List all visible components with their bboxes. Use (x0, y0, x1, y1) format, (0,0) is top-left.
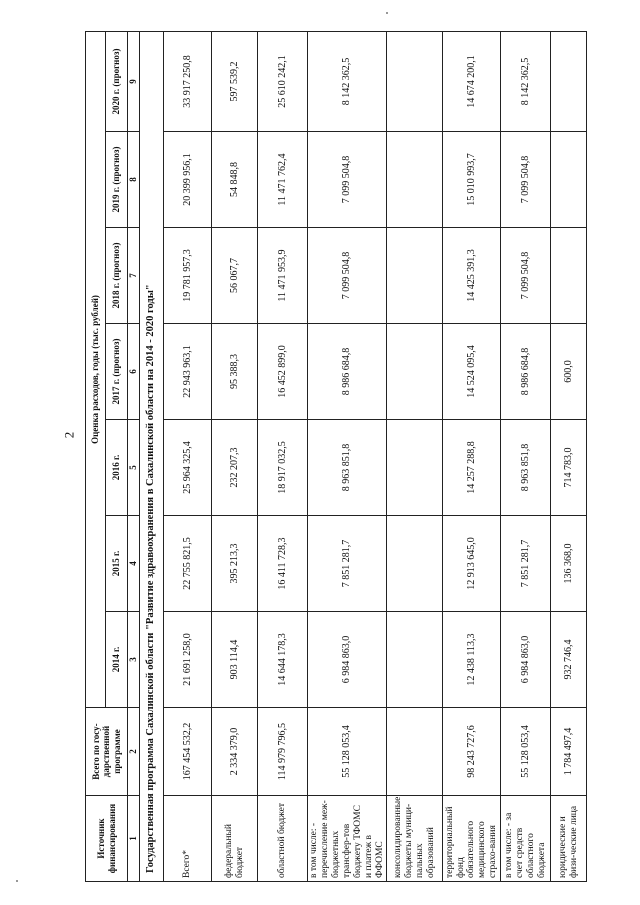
header-year: 2019 г. (прогноз) (106, 132, 128, 228)
column-number: 5 (128, 420, 140, 516)
header-total: Всего по госу-дарственной программе (86, 708, 128, 796)
column-number: 8 (128, 132, 140, 228)
row-value: 7 099 504,8 (308, 228, 387, 324)
row-value (387, 420, 443, 516)
row-value: 7 851 281,7 (501, 516, 551, 612)
row-value: 20 399 956,1 (164, 132, 212, 228)
row-value: 114 979 796,5 (258, 708, 308, 796)
row-source: федеральный бюджет (212, 796, 258, 882)
table-row (308, 31, 387, 881)
row-value: 7 851 281,7 (308, 516, 387, 612)
row-value: 714 783,0 (551, 420, 587, 516)
row-value (387, 228, 443, 324)
row-value (387, 31, 443, 131)
row-source: областной бюджет (258, 796, 308, 882)
row-value: 8 986 684,8 (308, 324, 387, 420)
row-value: 25 964 325,4 (164, 420, 212, 516)
header-source: Источник финансирования (86, 796, 128, 882)
row-value: 1 784 497,4 (551, 708, 587, 796)
program-title: Государственная программа Сахалинской области "Развитие здравоохранения в Сахалинской области на 2014 - 2020 годы" (140, 31, 164, 881)
row-value: 8 142 362,5 (308, 31, 387, 131)
table-row (443, 31, 501, 881)
column-number: 9 (128, 31, 140, 131)
row-value (387, 612, 443, 708)
header-year: 2014 г. (106, 612, 128, 708)
row-value: 18 917 032,5 (258, 420, 308, 516)
scan-speck (16, 880, 18, 882)
table-row (551, 31, 587, 881)
row-value: 95 388,3 (212, 324, 258, 420)
row-value: 21 691 258,0 (164, 612, 212, 708)
row-value: 22 755 821,5 (164, 516, 212, 612)
row-value: 7 099 504,8 (501, 132, 551, 228)
row-value: 16 411 728,3 (258, 516, 308, 612)
row-source: юридические и физи-ческие лица (551, 796, 587, 882)
column-number: 4 (128, 516, 140, 612)
row-value: 232 207,3 (212, 420, 258, 516)
row-value: 600,0 (551, 324, 587, 420)
column-number: 2 (128, 708, 140, 796)
row-value: 903 114,4 (212, 612, 258, 708)
column-number: 7 (128, 228, 140, 324)
row-value (387, 324, 443, 420)
header-year: 2020 г. (прогноз) (106, 31, 128, 131)
table-row (387, 31, 443, 881)
row-value: 25 610 242,1 (258, 31, 308, 131)
table-row (258, 31, 308, 881)
table-row (212, 31, 258, 881)
row-value (387, 132, 443, 228)
header-year: 2017 г. (прогноз) (106, 324, 128, 420)
header-estimate: Оценка расходов, годы (тыс. рублей) (86, 31, 106, 707)
row-value: 55 128 053,4 (501, 708, 551, 796)
row-value: 54 848,8 (212, 132, 258, 228)
header-year: 2015 г. (106, 516, 128, 612)
row-source: консолидированные бюджеты муници-пальных образований (387, 796, 443, 882)
row-value: 2 334 379,0 (212, 708, 258, 796)
scan-speck (386, 12, 388, 14)
row-source: в том числе: - перечисление меж-бюджетных трансфер-тов бюджету ТФОМС и платеж в ФФОМС (308, 796, 387, 882)
header-year: 2018 г. (прогноз) (106, 228, 128, 324)
expense-table (85, 31, 587, 882)
row-value: 14 674 200,1 (443, 31, 501, 131)
table-row (164, 31, 212, 881)
page-number: 2 (61, 431, 77, 439)
row-value: 12 913 645,0 (443, 516, 501, 612)
row-source: территориальный фонд обязательного медицинского страхо-вания (443, 796, 501, 882)
column-number: 3 (128, 612, 140, 708)
row-value: 14 257 288,8 (443, 420, 501, 516)
table-row (501, 31, 551, 881)
row-value: 6 984 863,0 (501, 612, 551, 708)
row-value: 22 943 963,1 (164, 324, 212, 420)
row-value: 597 539,2 (212, 31, 258, 131)
row-value: 7 099 504,8 (308, 132, 387, 228)
row-value: 16 452 899,0 (258, 324, 308, 420)
row-source: Всего* (164, 796, 212, 882)
row-source: в том числе: - за счет средств областного бюджета (501, 796, 551, 882)
header-year: 2016 г. (106, 420, 128, 516)
row-value: 932 746,4 (551, 612, 587, 708)
row-value: 8 963 851,8 (308, 420, 387, 516)
row-value (551, 31, 587, 131)
column-number: 6 (128, 324, 140, 420)
row-value: 11 471 953,9 (258, 228, 308, 324)
row-value: 14 524 095,4 (443, 324, 501, 420)
row-value: 12 438 113,3 (443, 612, 501, 708)
row-value (387, 708, 443, 796)
row-value: 14 644 178,3 (258, 612, 308, 708)
row-value: 8 986 684,8 (501, 324, 551, 420)
row-value: 98 243 727,6 (443, 708, 501, 796)
row-value: 19 781 957,3 (164, 228, 212, 324)
row-value: 395 213,3 (212, 516, 258, 612)
row-value: 7 099 504,8 (501, 228, 551, 324)
column-number: 1 (128, 796, 140, 882)
row-value: 15 010 993,7 (443, 132, 501, 228)
row-value (387, 516, 443, 612)
row-value: 14 425 391,3 (443, 228, 501, 324)
row-value: 11 471 762,4 (258, 132, 308, 228)
row-value: 8 963 851,8 (501, 420, 551, 516)
row-value: 6 984 863,0 (308, 612, 387, 708)
row-value: 55 128 053,4 (308, 708, 387, 796)
row-value: 56 067,7 (212, 228, 258, 324)
row-value: 136 368,0 (551, 516, 587, 612)
row-value (551, 228, 587, 324)
row-value: 33 917 250,8 (164, 31, 212, 131)
row-value: 167 454 532,2 (164, 708, 212, 796)
rotated-table (85, 32, 579, 882)
table-container (85, 32, 579, 882)
row-value: 8 142 362,5 (501, 31, 551, 131)
row-value (551, 132, 587, 228)
